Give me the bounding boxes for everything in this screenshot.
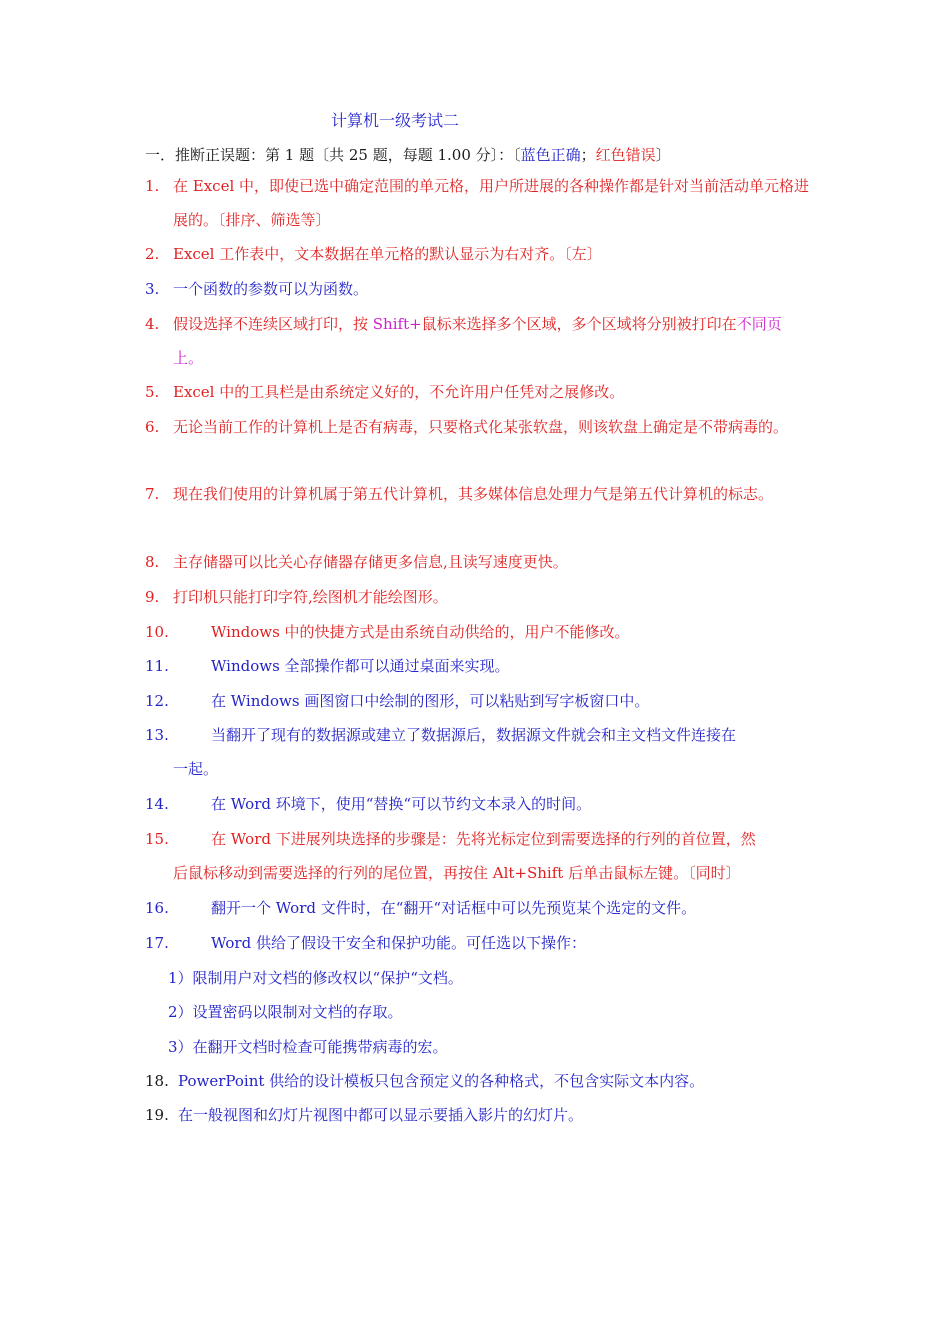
question-text: Windows 全部操作都可以通过桌面来实现。	[211, 657, 510, 675]
question-number: 6.	[145, 418, 160, 436]
question-item-16	[145, 891, 810, 925]
question-text: 一个函数的参数可以为函数。	[173, 280, 369, 298]
question-item-15	[145, 822, 810, 890]
question-item-14	[145, 787, 810, 821]
question-text: PowerPoint 供给的设计模板只包含预定义的各种格式，不包含实际文本内容。	[178, 1072, 705, 1090]
question-item-17	[145, 926, 810, 960]
question-item-13	[145, 718, 810, 786]
heading-suffix: 〕	[655, 146, 671, 164]
question-item-7	[145, 477, 810, 511]
question-text: 在 Windows 画图窗口中绘制的图形，可以粘贴到写字板窗口中。	[211, 692, 650, 710]
question-text-line2: 后鼠标移动到需要选择的行列的尾位置，再按住 Alt+Shift 后单击鼠标左键。〔同时〕	[173, 864, 741, 882]
sub-item-3: 3）在翻开文档时检查可能携带病毒的宏。	[168, 1038, 448, 1056]
question-number: 8.	[145, 553, 160, 571]
question-text: Excel 工作表中，文本数据在单元格的默认显示为右对齐。〔左〕	[173, 245, 602, 263]
question-text: 无论当前工作的计算机上是否有病毒，只要格式化某张软盘，则该软盘上确定是不带病毒的。	[173, 418, 789, 436]
question-number: 15.	[145, 830, 169, 848]
question-text: 现在我们使用的计算机属于第五代计算机，其多媒体信息处理力气是第五代计算机的标志。	[173, 485, 774, 503]
question-number: 16.	[145, 899, 169, 917]
question-item-1	[145, 169, 810, 237]
question-number: 13.	[145, 726, 169, 744]
question-number: 2.	[145, 245, 160, 263]
question-number: 5.	[145, 383, 160, 401]
heading-blue-note: 蓝色正确	[520, 146, 581, 164]
question-text: 在一般视图和幻灯片视图中都可以显示要插入影片的幻灯片。	[178, 1106, 584, 1124]
question-item-8	[145, 545, 810, 579]
question-number: 7.	[145, 485, 160, 503]
question-number: 19.	[145, 1106, 169, 1124]
sub-item-2: 2）设置密码以限制对文档的存取。	[168, 1003, 403, 1021]
sub-item-1: 1）限制用户对文档的修改权以“保护“文档。	[168, 969, 463, 987]
question-text-line1: 当翻开了现有的数据源或建立了数据源后，数据源文件就会和主文档文件连接在	[211, 726, 737, 744]
question-number: 3.	[145, 280, 160, 298]
question-number: 10.	[145, 623, 169, 641]
document-title: 计算机一级考试二	[330, 111, 459, 130]
question-item-19	[145, 1098, 810, 1132]
heading-red-note: 红色错误	[595, 146, 656, 164]
question-item-12	[145, 684, 810, 718]
question-text: Excel 中的工具栏是由系统定义好的，不允许用户任凭对之展修改。	[173, 383, 625, 401]
question-text: 翻开一个 Word 文件时，在“翻开“对话框中可以先预览某个选定的文件。	[211, 899, 697, 917]
question-number: 9.	[145, 588, 160, 606]
question-text: 假设选择不连续区域打印，按 Shift+鼠标来选择多个区域，多个区域将分别被打印在不同页上。	[173, 315, 782, 367]
heading-prefix: 一．推断正误题：第 1 题〔共 25 题，每题 1.00 分〕：〔	[145, 146, 521, 164]
question-text: 在 Word 环境下，使用“替换“可以节约文本录入的时间。	[211, 795, 592, 813]
question-item-4	[145, 307, 810, 375]
question-item-6	[145, 410, 810, 444]
question-text-line2: 一起。	[173, 760, 219, 778]
question-text: 在 Excel 中，即使已选中确定范围的单元格，用户所进展的各种操作都是针对当前活动单元格进展的。〔排序、筛选等〕	[173, 177, 810, 229]
question-item-9	[145, 580, 810, 614]
question-item-11	[145, 649, 810, 683]
question-number: 4.	[145, 315, 160, 333]
question-item-3	[145, 272, 810, 306]
question-number: 17.	[145, 934, 169, 952]
question-text: Windows 中的快捷方式是由系统自动供给的，用户不能修改。	[211, 623, 630, 641]
question-number: 1.	[145, 177, 160, 195]
question-text: 打印机只能打印字符,绘图机才能绘图形。	[173, 588, 448, 606]
question-number: 14.	[145, 795, 169, 813]
question-item-5	[145, 375, 810, 409]
question-number: 11.	[145, 657, 169, 675]
question-number: 12.	[145, 692, 169, 710]
section-heading	[145, 144, 671, 165]
question-text: 主存储器可以比关心存储器存储更多信息,且读写速度更快。	[173, 553, 568, 571]
heading-sep: ；	[580, 146, 596, 164]
question-number: 18.	[145, 1072, 169, 1090]
question-item-2	[145, 237, 810, 271]
question-item-10	[145, 615, 810, 649]
question-text: Word 供给了假设干安全和保护功能。可任选以下操作：	[211, 934, 586, 952]
question-item-18	[145, 1064, 810, 1098]
question-text-line1: 在 Word 下进展列块选择的步骤是：先将光标定位到需要选择的行列的首位置，然	[211, 830, 756, 848]
